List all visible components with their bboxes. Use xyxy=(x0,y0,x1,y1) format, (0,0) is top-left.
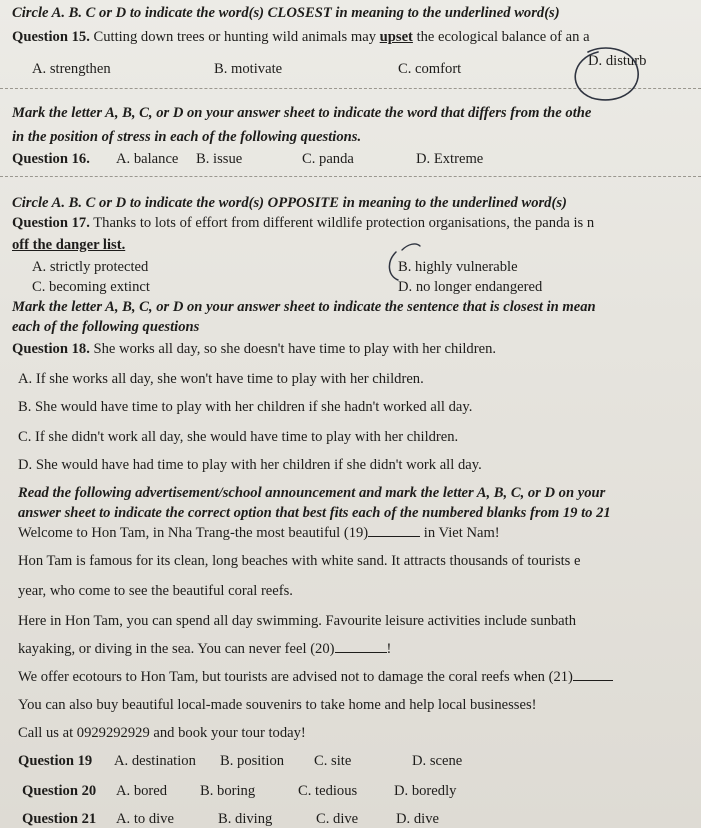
question-18-label: Question 18. xyxy=(12,341,90,357)
question-17 xyxy=(12,214,594,232)
q15-option-d[interactable]: D. disturb xyxy=(588,53,647,69)
blank-21[interactable] xyxy=(573,668,613,681)
q17-option-a[interactable]: A. strictly protected xyxy=(32,259,149,275)
q18-option-b[interactable]: B. She would have time to play with her children if she hadn't worked all day. xyxy=(18,399,473,415)
passage-line-5: You can also buy beautiful local-made souvenirs to take home and help local businesses! xyxy=(18,697,537,713)
q20-option-d[interactable]: D. boredly xyxy=(394,783,457,799)
passage-line-1-pre: Welcome to Hon Tam, in Nha Trang-the most beautiful (19) xyxy=(18,525,369,541)
q20-option-a[interactable]: A. bored xyxy=(116,783,168,799)
q17-option-d[interactable]: D. no longer endangered xyxy=(398,279,543,295)
question-15-text-pre: Cutting down trees or hunting wild animals may xyxy=(89,29,380,45)
section4-instructions-line1: Mark the letter A, B, C, or D on your answer sheet to indicate the sentence that is closest in mean xyxy=(12,299,596,315)
passage-line-2b: year, who come to see the beautiful coral reefs. xyxy=(18,583,293,599)
section5-instructions-line1: Read the following advertisement/school announcement and mark the letter A, B, C, or D on your xyxy=(18,485,606,501)
q17-answer-circle xyxy=(389,252,398,280)
question-15-text-post: the ecological balance of an a xyxy=(412,29,590,45)
passage-line-1-post: in Viet Nam! xyxy=(420,525,500,541)
section4-instructions-line2: each of the following questions xyxy=(12,319,200,335)
passage-line-2a: Hon Tam is famous for its clean, long beaches with white sand. It attracts thousands of tourists e xyxy=(18,553,581,569)
q21-option-c[interactable]: C. dive xyxy=(316,811,359,827)
passage-line-1 xyxy=(18,524,500,542)
passage-line-3a: Here in Hon Tam, you can spend all day swimming. Favourite leisure activities include sunbath xyxy=(18,613,577,629)
q18-option-d[interactable]: D. She would have had time to play with her children if she didn't work all day. xyxy=(18,457,482,473)
q21-option-a[interactable]: A. to dive xyxy=(116,811,174,827)
q16-option-a[interactable]: A. balance xyxy=(116,151,179,167)
question-16-label: Question 16. xyxy=(12,151,90,167)
passage-line-4-text: We offer ecotours to Hon Tam, but tourists are advised not to damage the coral reefs when (21) xyxy=(18,669,573,685)
question-15 xyxy=(12,28,590,46)
q17-pen-tick xyxy=(402,244,420,250)
question-15-label: Question 15. xyxy=(12,29,90,45)
question-17-text: Thanks to lots of effort from different wildlife protection organisations, the panda is n xyxy=(89,215,595,231)
q19-option-c[interactable]: C. site xyxy=(314,753,352,769)
blank-19[interactable] xyxy=(368,524,420,537)
section3-instructions: Circle A. B. C or D to indicate the word(s) OPPOSITE in meaning to the underlined word(s) xyxy=(12,195,567,211)
q18-option-c[interactable]: C. If she didn't work all day, she would have time to play with her children. xyxy=(18,429,459,445)
q16-option-b[interactable]: B. issue xyxy=(196,151,243,167)
blank-20[interactable] xyxy=(335,640,387,653)
passage-line-3b-pre: kayaking, or diving in the sea. You can never feel (20) xyxy=(18,641,335,657)
q20-option-c[interactable]: C. tedious xyxy=(298,783,358,799)
question-17-underlined-phrase: off the danger list. xyxy=(12,237,126,253)
q21-option-b[interactable]: B. diving xyxy=(218,811,273,827)
q19-option-a[interactable]: A. destination xyxy=(114,753,196,769)
q17-option-c[interactable]: C. becoming extinct xyxy=(32,279,150,295)
q15-option-a[interactable]: A. strengthen xyxy=(32,61,111,77)
q15-option-b[interactable]: B. motivate xyxy=(214,61,283,77)
passage-line-4 xyxy=(18,668,613,686)
section-divider xyxy=(0,88,701,89)
q16-option-d[interactable]: D. Extreme xyxy=(416,151,484,167)
q17-option-b[interactable]: B. highly vulnerable xyxy=(398,259,518,275)
passage-line-6: Call us at 0929292929 and book your tour today! xyxy=(18,725,306,741)
question-19-label: Question 19 xyxy=(18,753,93,769)
question-17-label: Question 17. xyxy=(12,215,90,231)
section2-instructions-line1: Mark the letter A, B, C, or D on your answer sheet to indicate the word that differs from the othe xyxy=(12,105,592,121)
passage-line-3b-post: ! xyxy=(386,641,392,657)
question-18-text: She works all day, so she doesn't have time to play with her children. xyxy=(89,341,497,357)
section1-instructions: Circle A. B. C or D to indicate the word(s) CLOSEST in meaning to the underlined word(s) xyxy=(12,5,560,21)
passage-line-3b xyxy=(18,640,391,658)
q15-option-c[interactable]: C. comfort xyxy=(398,61,462,77)
q19-option-b[interactable]: B. position xyxy=(220,753,285,769)
q19-option-d[interactable]: D. scene xyxy=(412,753,463,769)
section5-instructions-line2: answer sheet to indicate the correct option that best fits each of the numbered blanks from 19 to 21 xyxy=(18,505,611,521)
q16-option-c[interactable]: C. panda xyxy=(302,151,354,167)
question-15-underlined-word: upset xyxy=(379,29,413,45)
q18-option-a[interactable]: A. If she works all day, she won't have time to play with her children. xyxy=(18,371,424,387)
q20-option-b[interactable]: B. boring xyxy=(200,783,256,799)
section2-instructions-line2: in the position of stress in each of the following questions. xyxy=(12,129,362,145)
section-divider xyxy=(0,176,701,177)
question-21-label: Question 21 xyxy=(22,811,97,827)
question-18 xyxy=(12,340,496,358)
q21-option-d[interactable]: D. dive xyxy=(396,811,439,827)
question-20-label: Question 20 xyxy=(22,783,97,799)
